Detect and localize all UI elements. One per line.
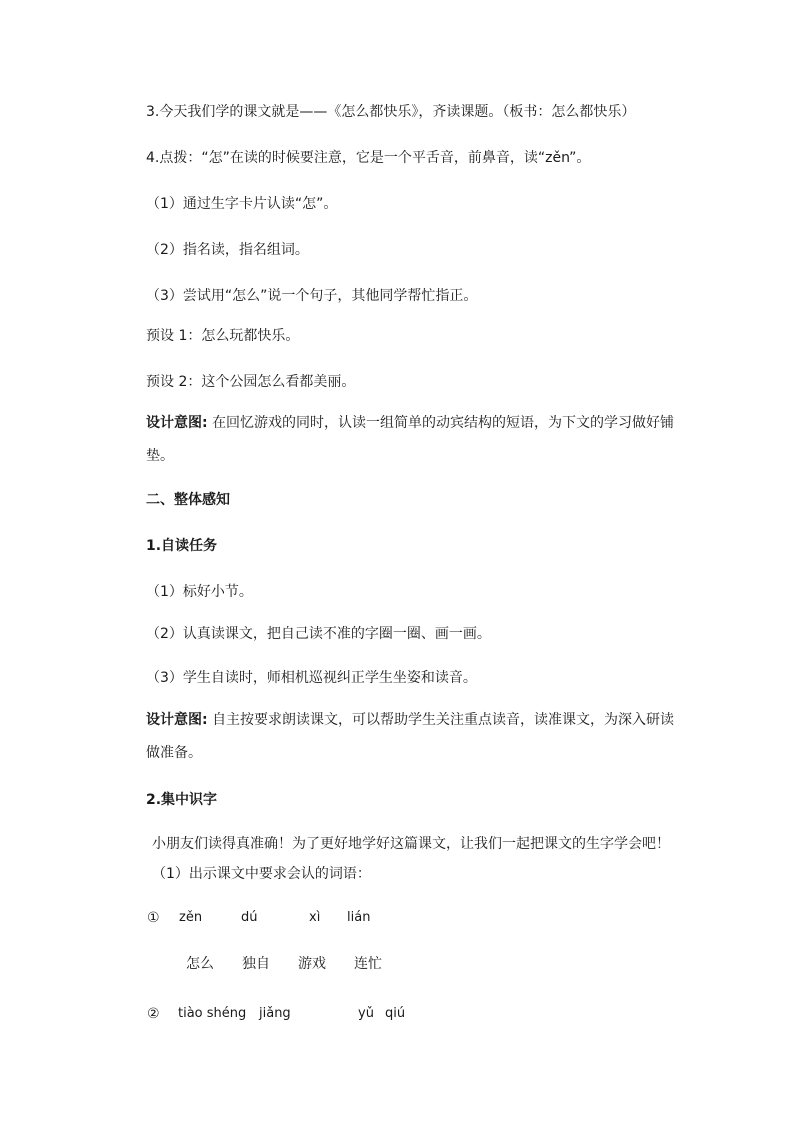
pinyin-qiu: qiú [385, 1006, 406, 1021]
pinyin-du: dú [241, 910, 258, 925]
word-duzi: 独自 [242, 956, 270, 972]
word-zenme: 怎么 [186, 956, 214, 972]
pinyin-zen: zěn [179, 910, 203, 925]
subheading-self-reading: 1.自读任务 [146, 538, 218, 554]
design-intent-label: 设计意图: [146, 415, 208, 431]
step-1-card-reading: （1）通过生字卡片认读“怎”。 [146, 196, 338, 212]
design-intent-1 [146, 407, 686, 473]
section-heading-overall: 二、整体感知 [146, 492, 230, 508]
self-reading-step-1: （1）标好小节。 [146, 584, 253, 600]
list-marker-2: ② [147, 1006, 160, 1022]
pinyin-yu: yǔ [358, 1006, 374, 1021]
design-intent-text: 自主按要求朗读课文，可以帮助学生关注重点读音，读准课文，为深入研读做准备。 [146, 712, 675, 761]
list-marker-1: ① [147, 910, 160, 926]
design-intent-text: 在回忆游戏的同时，认读一组简单的动宾结构的短语，为下文的学习做好铺垫。 [146, 415, 675, 464]
paragraph-encouragement: 小朋友们读得真准确！为了更好地学好这篇课文，让我们一起把课文的生字学会吧！ [152, 836, 670, 852]
paragraph-lesson-title: 3.今天我们学的课文就是——《怎么都快乐》，齐读课题。（板书：怎么都快乐） [146, 104, 636, 120]
self-reading-step-3: （3）学生自读时，师相机巡视纠正学生坐姿和读音。 [146, 670, 477, 686]
preset-example-2: 预设 2：这个公园怎么看都美丽。 [146, 374, 356, 390]
word-youxi: 游戏 [298, 956, 326, 972]
word-lianmang: 连忙 [354, 956, 382, 972]
paragraph-pronunciation-tip: 4.点拨：“怎”在读的时候要注意，它是一个平舌音，前鼻音，读“zěn”。 [146, 150, 591, 166]
pinyin-xi: xì [309, 910, 321, 925]
step-2-name-reading: （2）指名读，指名组词。 [146, 242, 309, 258]
subheading-character-learning: 2.集中识字 [146, 792, 218, 808]
design-intent-2 [146, 704, 686, 770]
pinyin-lian: lián [347, 910, 371, 925]
preset-example-1: 预设 1：怎么玩都快乐。 [146, 328, 300, 344]
self-reading-step-2: （2）认真读课文，把自己读不准的字圈一圈、画一画。 [146, 626, 491, 642]
paragraph-show-words: （1）出示课文中要求会认的词语： [152, 866, 371, 882]
pinyin-jiang: jiǎng [259, 1006, 291, 1021]
pinyin-tiaosheng: tiào shéng [178, 1006, 247, 1021]
design-intent-label: 设计意图: [146, 712, 208, 728]
step-3-sentence-making: （3）尝试用“怎么”说一个句子，其他同学帮忙指正。 [146, 288, 478, 304]
